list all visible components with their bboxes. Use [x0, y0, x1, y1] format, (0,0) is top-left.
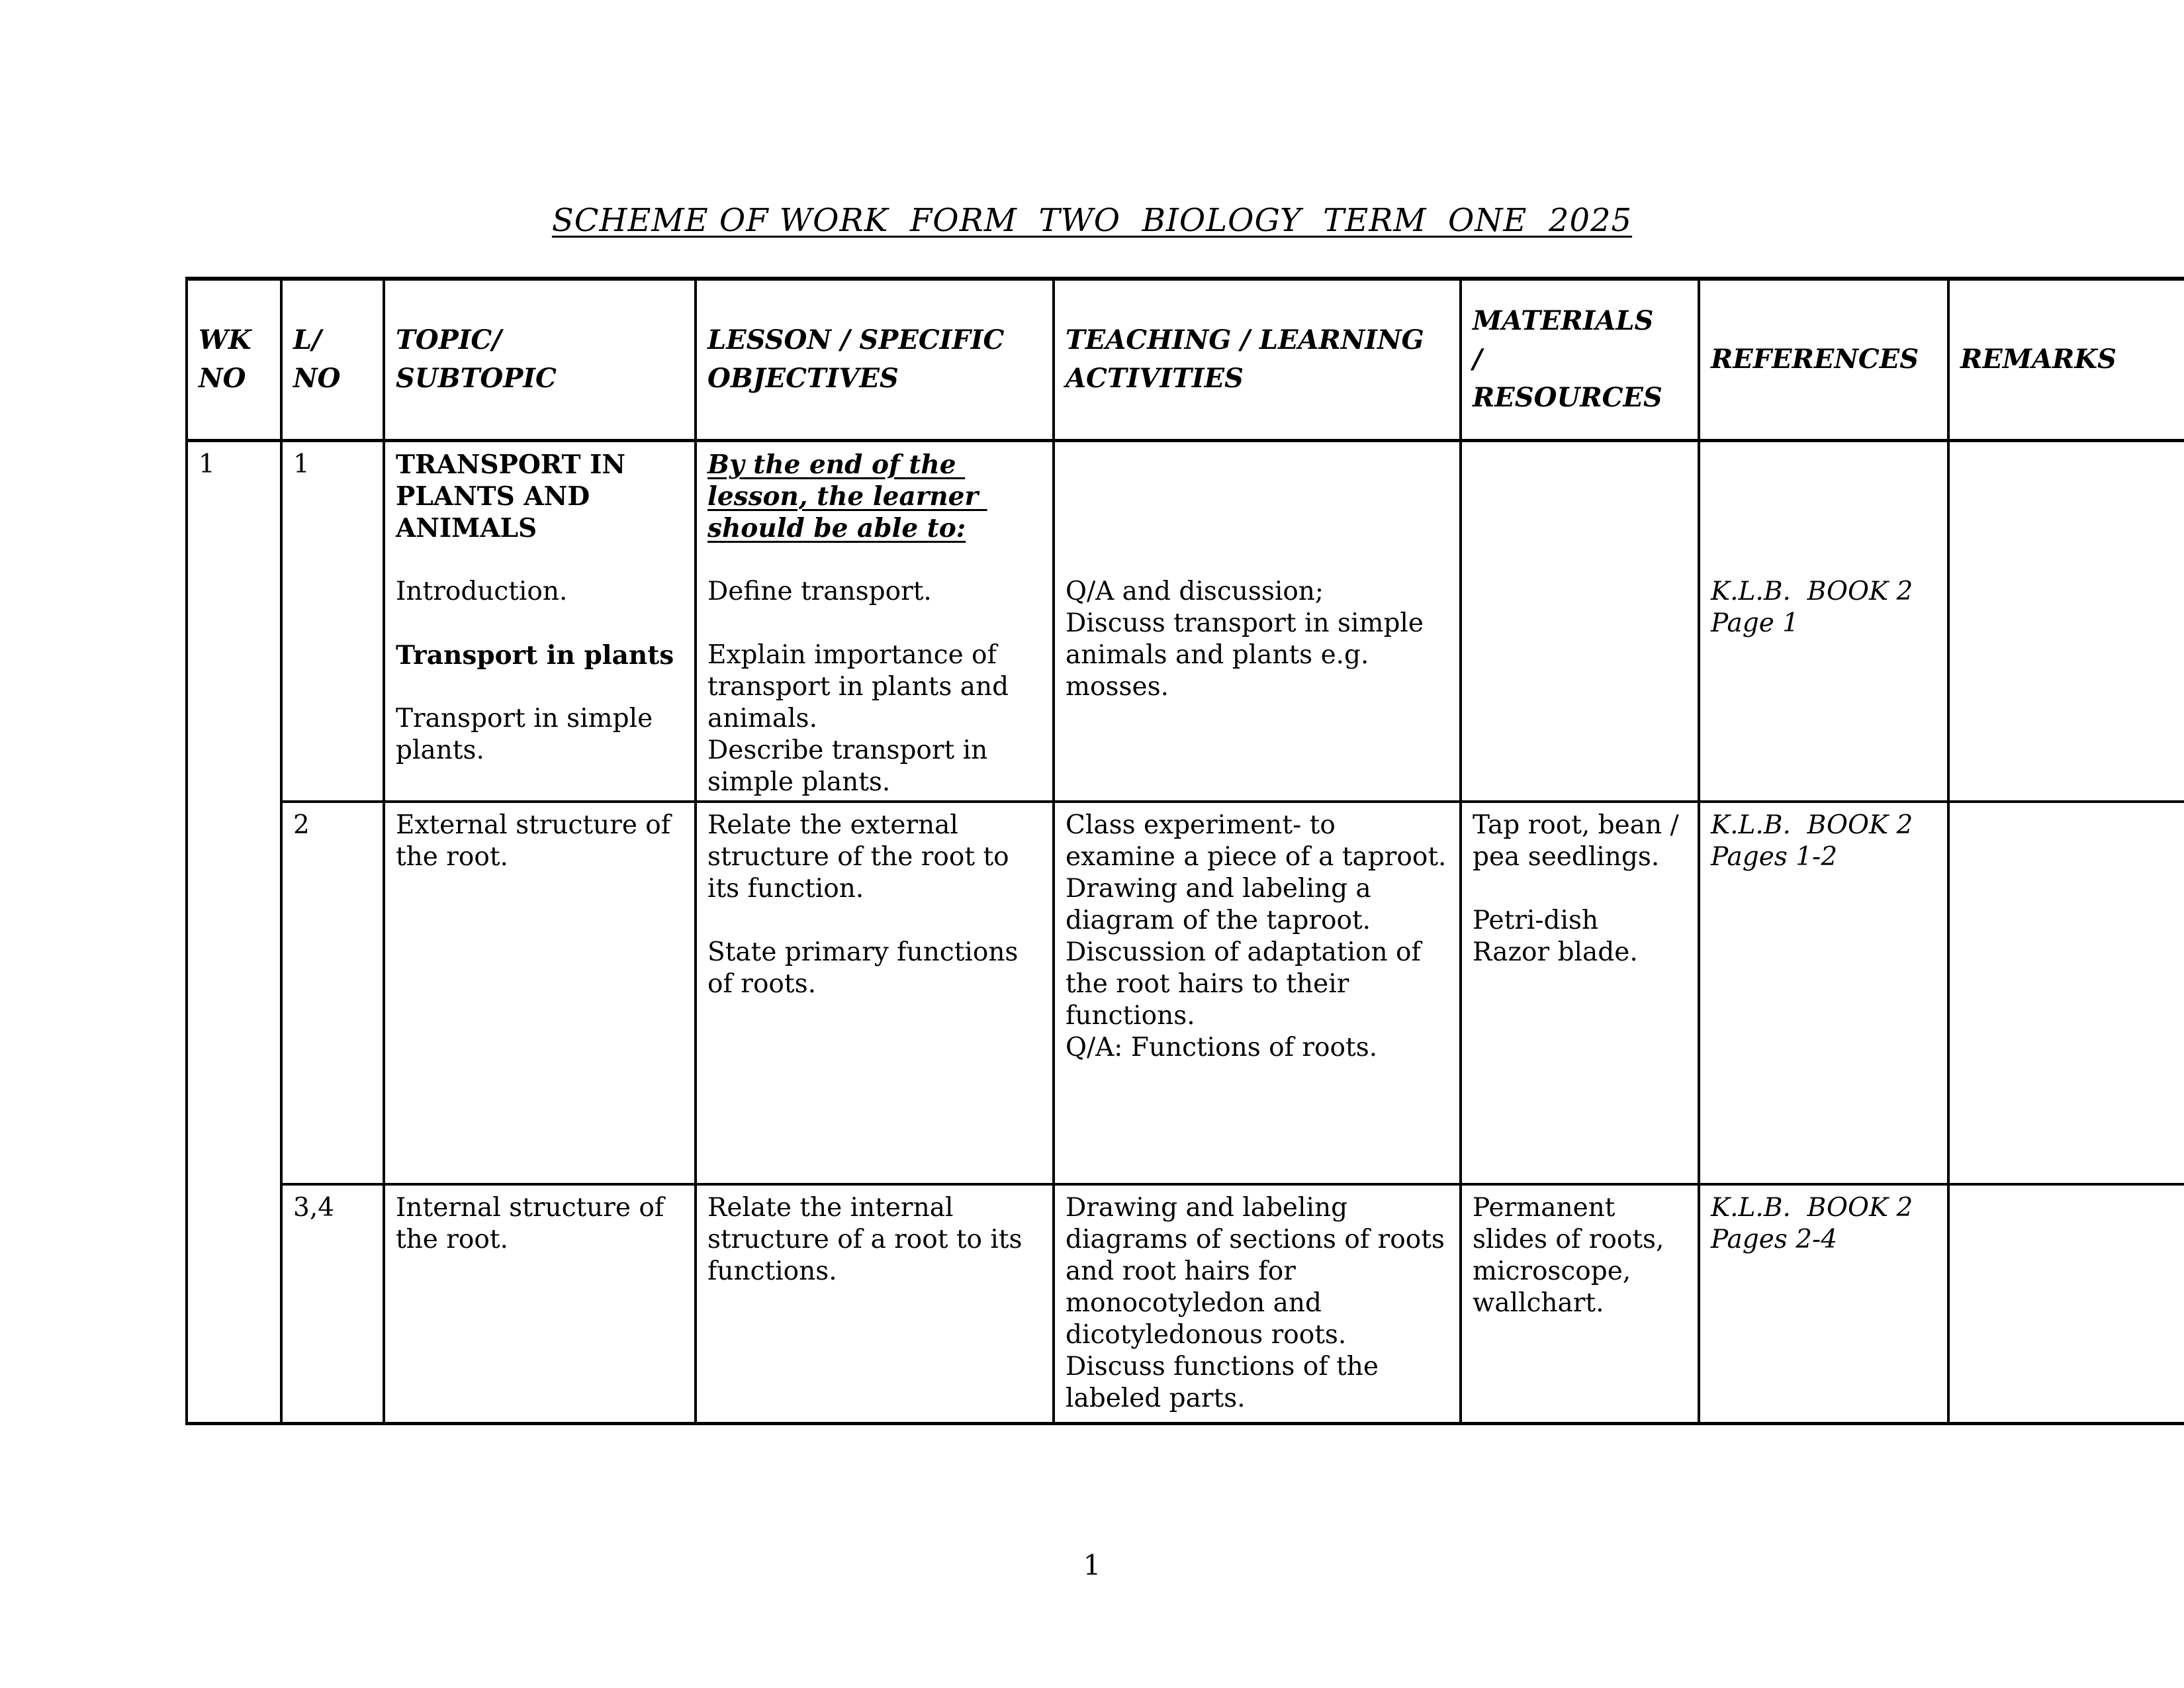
paragraph: Drawing and labeling a diagram of the taproot. [1066, 874, 1380, 935]
cell-row3-remarks [1948, 1184, 2184, 1423]
blank-line [1711, 481, 1936, 512]
paragraph: External structure of the root. [396, 810, 679, 872]
paragraph: Define transport. [707, 576, 932, 606]
paragraph: Discuss functions of the labeled parts. [1066, 1352, 1387, 1413]
blank-line [396, 544, 684, 576]
paragraph: Discuss transport in simple animals and plants e.g. mosses. [1066, 608, 1432, 702]
blank-line [1473, 873, 1687, 905]
blank-line [1711, 512, 1936, 544]
header-line: RESOURCES [1473, 382, 1662, 414]
cell-row1-lesson-no [281, 440, 384, 802]
paragraph: K.L.B. BOOK 2 [1711, 576, 1913, 606]
paragraph: Razor blade. [1473, 937, 1638, 967]
cell-week-no [187, 440, 281, 1423]
paragraph: Petri-dish [1473, 906, 1599, 935]
paragraph: Internal structure of the root. [396, 1193, 672, 1254]
paragraph: 1 [199, 449, 215, 479]
cell-row2-objectives [696, 802, 1054, 1184]
column-header-wk-no [187, 279, 281, 440]
cell-row2-references [1699, 802, 1948, 1184]
paragraph: 1 [293, 449, 310, 479]
cell-row1-materials [1461, 440, 1699, 802]
paragraph: Pages 1-2 [1711, 842, 1838, 872]
header-line: REMARKS [1960, 344, 2116, 375]
cell-row3-topic [384, 1184, 696, 1423]
header-row [187, 279, 2184, 440]
header-line: / [1473, 344, 1482, 375]
blank-line [1066, 449, 1449, 481]
paragraph: By the end of the lesson, the learner should be able to: [707, 449, 987, 543]
blank-line [707, 544, 1042, 576]
column-header-references [1699, 279, 1948, 440]
cell-row1-activities [1054, 440, 1461, 802]
paragraph: 3,4 [293, 1193, 335, 1223]
paragraph: K.L.B. BOOK 2 [1711, 1193, 1913, 1223]
header-line: LESSON / SPECIFIC [707, 324, 1005, 356]
header-line: TEACHING / LEARNING [1066, 324, 1424, 356]
cell-row3-objectives [696, 1184, 1054, 1423]
cell-row1-objectives [696, 440, 1054, 802]
paragraph: Class experiment- to examine a piece of a taproot. [1066, 810, 1447, 872]
paragraph: 2 [293, 810, 310, 840]
column-header-activities [1054, 279, 1461, 440]
cell-row3-lesson-no [281, 1184, 384, 1423]
blank-line [707, 905, 1042, 937]
paragraph: Q/A and discussion; [1066, 576, 1324, 606]
blank-line [396, 671, 684, 703]
column-header-objectives [696, 279, 1054, 440]
header-line: MATERIALS [1473, 305, 1654, 337]
paragraph: Pages 2-4 [1711, 1225, 1838, 1254]
header-line: REFERENCES [1711, 344, 1919, 375]
cell-row1-topic [384, 440, 696, 802]
paragraph: TRANSPORT IN PLANTS AND ANIMALS [396, 449, 635, 543]
header-line: WK [199, 324, 251, 356]
column-header-topic [384, 279, 696, 440]
paragraph: Relate the external structure of the root to its function. [707, 810, 1018, 904]
paragraph: Discussion of adaptation of the root hairs to their functions. [1066, 937, 1430, 1031]
document-title: SCHEME OF WORK FORM TWO BIOLOGY TERM ONE 2025 [551, 202, 1633, 239]
paragraph: State primary functions of roots. [707, 937, 1026, 999]
paragraph: Drawing and labeling diagrams of sections of roots and root hairs for monocotyledon and dicotyledonous roots. [1066, 1193, 1453, 1350]
table-row [187, 440, 2184, 802]
cell-row2-activities [1054, 802, 1461, 1184]
paragraph: K.L.B. BOOK 2 [1711, 810, 1913, 840]
paragraph: Page 1 [1711, 608, 1799, 638]
header-line: OBJECTIVES [707, 363, 899, 395]
paragraph: Tap root, bean / pea seedlings. [1473, 810, 1688, 872]
blank-line [1066, 544, 1449, 576]
cell-row2-lesson-no [281, 802, 384, 1184]
header-line: NO [293, 363, 341, 395]
paragraph: Introduction. [396, 576, 568, 606]
column-header-remarks [1948, 279, 2184, 440]
cell-row2-topic [384, 802, 696, 1184]
column-header-materials [1461, 279, 1699, 440]
blank-line [1711, 449, 1936, 481]
paragraph: Relate the internal structure of a root to its functions. [707, 1193, 1030, 1286]
blank-line [1066, 481, 1449, 512]
blank-line [707, 608, 1042, 639]
paragraph: Permanent slides of roots, microscope, wallchart. [1473, 1193, 1672, 1318]
header-line: TOPIC/ [396, 324, 502, 356]
blank-line [1711, 544, 1936, 576]
blank-line [396, 608, 684, 639]
header-line: SUBTOPIC [396, 363, 557, 395]
paragraph: Q/A: Functions of roots. [1066, 1033, 1378, 1062]
blank-line [1066, 512, 1449, 544]
cell-row1-references [1699, 440, 1948, 802]
paragraph: Explain importance of transport in plants and animals. [707, 639, 1017, 733]
cell-row3-materials [1461, 1184, 1699, 1423]
table-row [187, 802, 2184, 1184]
header-line: NO [199, 363, 246, 395]
header-line: L/ [293, 324, 322, 356]
cell-row2-materials [1461, 802, 1699, 1184]
cell-row2-remarks [1948, 802, 2184, 1184]
cell-row1-remarks [1948, 440, 2184, 802]
column-header-l-no [281, 279, 384, 440]
paragraph: Describe transport in simple plants. [707, 735, 996, 797]
paragraph: Transport in plants [396, 639, 674, 671]
scheme-of-work-table [185, 277, 2184, 1425]
table-row [187, 1184, 2184, 1423]
header-line: ACTIVITIES [1066, 363, 1244, 395]
cell-row3-references [1699, 1184, 1948, 1423]
cell-row3-activities [1054, 1184, 1461, 1423]
paragraph: Transport in simple plants. [396, 703, 661, 765]
page-number: 1 [1083, 1549, 1101, 1581]
